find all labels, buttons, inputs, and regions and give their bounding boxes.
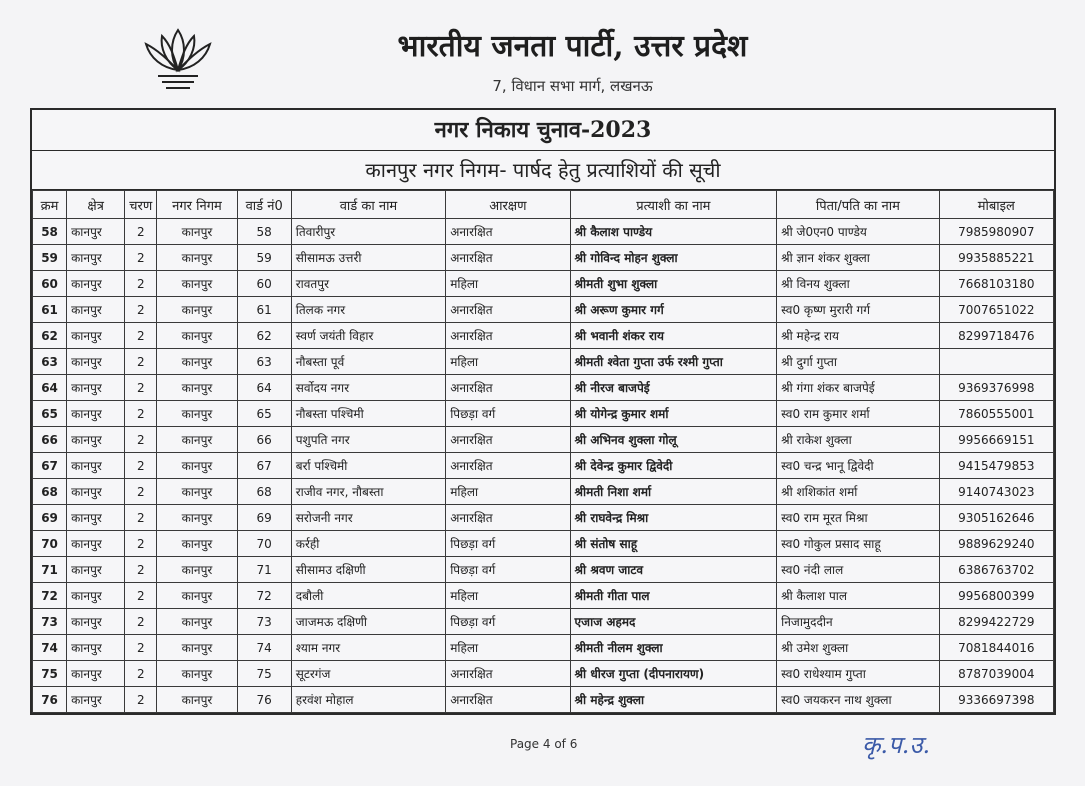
corporation-cell: कानपुर [157, 323, 237, 349]
candidate-table [32, 190, 1054, 713]
ward-number-cell: 58 [237, 219, 291, 245]
table-row [33, 609, 1054, 635]
corporation-cell: कानपुर [157, 687, 237, 713]
area-cell: कानपुर [67, 609, 125, 635]
serial-cell: 64 [33, 375, 67, 401]
table-row [33, 661, 1054, 687]
corporation-cell: कानपुर [157, 453, 237, 479]
candidate-name-cell: श्रीमती नीलम शुक्ला [570, 635, 777, 661]
phase-cell: 2 [125, 687, 157, 713]
candidate-name-cell: श्रीमती श्वेता गुप्ता उर्फ रश्मी गुप्ता [570, 349, 777, 375]
phase-cell: 2 [125, 583, 157, 609]
guardian-name-cell: स्व0 जयकरन नाथ शुक्ला [777, 687, 939, 713]
candidate-name-cell: श्रीमती निशा शर्मा [570, 479, 777, 505]
table-row [33, 505, 1054, 531]
table-row [33, 635, 1054, 661]
candidate-name-cell: श्री राघवेन्द्र मिश्रा [570, 505, 777, 531]
ward-name-cell: कर्रही [291, 531, 445, 557]
serial-cell: 63 [33, 349, 67, 375]
table-row [33, 271, 1054, 297]
ward-number-cell: 74 [237, 635, 291, 661]
candidate-name-cell: श्री धीरज गुप्ता (दीपनारायण) [570, 661, 777, 687]
guardian-name-cell: श्री उमेश शुक्ला [777, 635, 939, 661]
area-cell: कानपुर [67, 323, 125, 349]
phase-cell: 2 [125, 479, 157, 505]
phase-cell: 2 [125, 375, 157, 401]
candidate-name-cell: श्रीमती गीता पाल [570, 583, 777, 609]
reservation-cell: अनारक्षित [446, 453, 570, 479]
reservation-cell: महिला [446, 349, 570, 375]
guardian-name-cell: श्री कैलाश पाल [777, 583, 939, 609]
ward-name-cell: सूटरगंज [291, 661, 445, 687]
mobile-cell: 7007651022 [939, 297, 1053, 323]
guardian-name-cell: स्व0 चन्द्र भानू द्विवेदी [777, 453, 939, 479]
table-row [33, 453, 1054, 479]
ward-number-cell: 75 [237, 661, 291, 687]
guardian-name-cell: स्व0 गोकुल प्रसाद साहू [777, 531, 939, 557]
area-cell: कानपुर [67, 401, 125, 427]
corporation-cell: कानपुर [157, 583, 237, 609]
ward-name-cell: सरोजनी नगर [291, 505, 445, 531]
serial-cell: 75 [33, 661, 67, 687]
ward-number-cell: 69 [237, 505, 291, 531]
reservation-cell: अनारक्षित [446, 219, 570, 245]
area-cell: कानपुर [67, 583, 125, 609]
reservation-cell: अनारक्षित [446, 297, 570, 323]
ward-number-cell: 63 [237, 349, 291, 375]
table-row [33, 219, 1054, 245]
serial-cell: 72 [33, 583, 67, 609]
mobile-cell: 8787039004 [939, 661, 1053, 687]
ward-name-cell: नौबस्ता पूर्व [291, 349, 445, 375]
mobile-cell: 8299422729 [939, 609, 1053, 635]
ward-number-cell: 67 [237, 453, 291, 479]
area-cell: कानपुर [67, 687, 125, 713]
column-header: वार्ड का नाम [291, 191, 445, 219]
phase-cell: 2 [125, 323, 157, 349]
ward-name-cell: तिवारीपुर [291, 219, 445, 245]
mobile-cell [939, 349, 1053, 375]
phase-cell: 2 [125, 635, 157, 661]
phase-cell: 2 [125, 349, 157, 375]
serial-cell: 71 [33, 557, 67, 583]
reservation-cell: महिला [446, 635, 570, 661]
guardian-name-cell: श्री जे0एन0 पाण्डेय [777, 219, 939, 245]
column-header: मोबाइल [939, 191, 1053, 219]
phase-cell: 2 [125, 297, 157, 323]
candidate-name-cell: श्री अभिनव शुक्ला गोलू [570, 427, 777, 453]
guardian-name-cell: श्री राकेश शुक्ला [777, 427, 939, 453]
guardian-name-cell: निजामुददीन [777, 609, 939, 635]
candidate-name-cell: श्री नीरज बाजपेई [570, 375, 777, 401]
ward-name-cell: दबौली [291, 583, 445, 609]
mobile-cell: 7081844016 [939, 635, 1053, 661]
corporation-cell: कानपुर [157, 479, 237, 505]
ward-number-cell: 71 [237, 557, 291, 583]
phase-cell: 2 [125, 661, 157, 687]
guardian-name-cell: स्व0 राधेश्याम गुप्ता [777, 661, 939, 687]
phase-cell: 2 [125, 427, 157, 453]
serial-cell: 70 [33, 531, 67, 557]
ward-name-cell: जाजमऊ दक्षिणी [291, 609, 445, 635]
table-row [33, 557, 1054, 583]
corporation-cell: कानपुर [157, 349, 237, 375]
table-row [33, 297, 1054, 323]
ward-name-cell: हरवंश मोहाल [291, 687, 445, 713]
phase-cell: 2 [125, 505, 157, 531]
serial-cell: 66 [33, 427, 67, 453]
mobile-cell: 9956669151 [939, 427, 1053, 453]
table-row [33, 583, 1054, 609]
column-header: वार्ड नं0 [237, 191, 291, 219]
table-header-row [33, 191, 1054, 219]
column-header: प्रत्याशी का नाम [570, 191, 777, 219]
guardian-name-cell: स्व0 राम कुमार शर्मा [777, 401, 939, 427]
serial-cell: 61 [33, 297, 67, 323]
serial-cell: 68 [33, 479, 67, 505]
candidate-name-cell: श्री गोविन्द मोहन शुक्ला [570, 245, 777, 271]
corporation-cell: कानपुर [157, 661, 237, 687]
serial-cell: 74 [33, 635, 67, 661]
area-cell: कानपुर [67, 349, 125, 375]
reservation-cell: महिला [446, 479, 570, 505]
org-title: भारतीय जनता पार्टी, उत्तर प्रदेश [397, 29, 748, 64]
table-row [33, 687, 1054, 713]
corporation-cell: कानपुर [157, 219, 237, 245]
phase-cell: 2 [125, 453, 157, 479]
area-cell: कानपुर [67, 635, 125, 661]
area-cell: कानपुर [67, 297, 125, 323]
area-cell: कानपुर [67, 453, 125, 479]
guardian-name-cell: श्री महेन्द्र राय [777, 323, 939, 349]
mobile-cell: 7985980907 [939, 219, 1053, 245]
mobile-cell: 7860555001 [939, 401, 1053, 427]
reservation-cell: पिछड़ा वर्ग [446, 531, 570, 557]
guardian-name-cell: श्री विनय शुक्ला [777, 271, 939, 297]
mobile-cell: 9415479853 [939, 453, 1053, 479]
ward-name-cell: सर्वोदय नगर [291, 375, 445, 401]
table-row [33, 427, 1054, 453]
ward-number-cell: 72 [237, 583, 291, 609]
ward-number-cell: 76 [237, 687, 291, 713]
guardian-name-cell: स्व0 राम मूरत मिश्रा [777, 505, 939, 531]
handwritten-note: कृ.प.उ. [862, 731, 931, 759]
area-cell: कानपुर [67, 661, 125, 687]
ward-name-cell: सीसामउ दक्षिणी [291, 557, 445, 583]
mobile-cell: 9956800399 [939, 583, 1053, 609]
ward-name-cell: पशुपति नगर [291, 427, 445, 453]
serial-cell: 62 [33, 323, 67, 349]
serial-cell: 67 [33, 453, 67, 479]
phase-cell: 2 [125, 271, 157, 297]
table-row [33, 349, 1054, 375]
mobile-cell: 7668103180 [939, 271, 1053, 297]
ward-name-cell: राजीव नगर, नौबस्ता [291, 479, 445, 505]
area-cell: कानपुर [67, 427, 125, 453]
table-row [33, 531, 1054, 557]
ward-number-cell: 60 [237, 271, 291, 297]
election-title: नगर निकाय चुनाव-2023 [32, 110, 1054, 151]
candidate-name-cell: एजाज अहमद [570, 609, 777, 635]
guardian-name-cell: स्व0 कृष्ण मुरारी गर्ग [777, 297, 939, 323]
mobile-cell: 9369376998 [939, 375, 1053, 401]
reservation-cell: अनारक्षित [446, 687, 570, 713]
column-header: चरण [125, 191, 157, 219]
table-row [33, 323, 1054, 349]
ward-number-cell: 59 [237, 245, 291, 271]
list-title: कानपुर नगर निगम- पार्षद हेतु प्रत्याशियों की सूची [32, 151, 1054, 190]
serial-cell: 59 [33, 245, 67, 271]
corporation-cell: कानपुर [157, 271, 237, 297]
candidate-name-cell: श्रीमती शुभा शुक्ला [570, 271, 777, 297]
corporation-cell: कानपुर [157, 427, 237, 453]
ward-number-cell: 65 [237, 401, 291, 427]
serial-cell: 65 [33, 401, 67, 427]
ward-name-cell: रावतपुर [291, 271, 445, 297]
serial-cell: 58 [33, 219, 67, 245]
mobile-cell: 9140743023 [939, 479, 1053, 505]
candidate-list-frame [30, 108, 1056, 715]
ward-number-cell: 66 [237, 427, 291, 453]
area-cell: कानपुर [67, 557, 125, 583]
reservation-cell: महिला [446, 583, 570, 609]
corporation-cell: कानपुर [157, 505, 237, 531]
guardian-name-cell: श्री गंगा शंकर बाजपेई [777, 375, 939, 401]
column-header: नगर निगम [157, 191, 237, 219]
mobile-cell: 9305162646 [939, 505, 1053, 531]
corporation-cell: कानपुर [157, 635, 237, 661]
table-row [33, 401, 1054, 427]
area-cell: कानपुर [67, 219, 125, 245]
ward-number-cell: 68 [237, 479, 291, 505]
ward-name-cell: तिलक नगर [291, 297, 445, 323]
serial-cell: 69 [33, 505, 67, 531]
serial-cell: 76 [33, 687, 67, 713]
ward-name-cell: नौबस्ता पश्चिमी [291, 401, 445, 427]
reservation-cell: अनारक्षित [446, 661, 570, 687]
candidate-name-cell: श्री कैलाश पाण्डेय [570, 219, 777, 245]
area-cell: कानपुर [67, 531, 125, 557]
candidate-name-cell: श्री योगेन्द्र कुमार शर्मा [570, 401, 777, 427]
ward-number-cell: 64 [237, 375, 291, 401]
corporation-cell: कानपुर [157, 297, 237, 323]
serial-cell: 60 [33, 271, 67, 297]
org-address: 7, विधान सभा मार्ग, लखनऊ [492, 77, 653, 95]
reservation-cell: महिला [446, 271, 570, 297]
corporation-cell: कानपुर [157, 375, 237, 401]
ward-name-cell: सीसामऊ उत्तरी [291, 245, 445, 271]
mobile-cell: 9336697398 [939, 687, 1053, 713]
guardian-name-cell: श्री ज्ञान शंकर शुक्ला [777, 245, 939, 271]
area-cell: कानपुर [67, 245, 125, 271]
column-header: आरक्षण [446, 191, 570, 219]
phase-cell: 2 [125, 531, 157, 557]
mobile-cell: 9889629240 [939, 531, 1053, 557]
reservation-cell: अनारक्षित [446, 323, 570, 349]
candidate-name-cell: श्री श्रवण जाटव [570, 557, 777, 583]
reservation-cell: अनारक्षित [446, 505, 570, 531]
area-cell: कानपुर [67, 505, 125, 531]
candidate-name-cell: श्री अरूण कुमार गर्ग [570, 297, 777, 323]
column-header: पिता/पति का नाम [777, 191, 939, 219]
ward-number-cell: 73 [237, 609, 291, 635]
candidate-name-cell: श्री देवेन्द्र कुमार द्विवेदी [570, 453, 777, 479]
area-cell: कानपुर [67, 375, 125, 401]
ward-number-cell: 70 [237, 531, 291, 557]
reservation-cell: पिछड़ा वर्ग [446, 557, 570, 583]
serial-cell: 73 [33, 609, 67, 635]
table-row [33, 375, 1054, 401]
corporation-cell: कानपुर [157, 609, 237, 635]
phase-cell: 2 [125, 609, 157, 635]
phase-cell: 2 [125, 219, 157, 245]
corporation-cell: कानपुर [157, 245, 237, 271]
candidate-name-cell: श्री संतोष साहू [570, 531, 777, 557]
mobile-cell: 6386763702 [939, 557, 1053, 583]
reservation-cell: पिछड़ा वर्ग [446, 609, 570, 635]
corporation-cell: कानपुर [157, 557, 237, 583]
ward-name-cell: बर्रा पश्चिमी [291, 453, 445, 479]
corporation-cell: कानपुर [157, 401, 237, 427]
reservation-cell: अनारक्षित [446, 427, 570, 453]
column-header: क्रम [33, 191, 67, 219]
reservation-cell: अनारक्षित [446, 375, 570, 401]
phase-cell: 2 [125, 557, 157, 583]
mobile-cell: 8299718476 [939, 323, 1053, 349]
ward-name-cell: स्वर्ण जयंती विहार [291, 323, 445, 349]
guardian-name-cell: स्व0 नंदी लाल [777, 557, 939, 583]
phase-cell: 2 [125, 245, 157, 271]
phase-cell: 2 [125, 401, 157, 427]
page-number: Page 4 of 6 [510, 737, 578, 751]
candidate-name-cell: श्री भवानी शंकर राय [570, 323, 777, 349]
ward-number-cell: 62 [237, 323, 291, 349]
table-row [33, 245, 1054, 271]
area-cell: कानपुर [67, 479, 125, 505]
candidate-name-cell: श्री महेन्द्र शुक्ला [570, 687, 777, 713]
mobile-cell: 9935885221 [939, 245, 1053, 271]
reservation-cell: पिछड़ा वर्ग [446, 401, 570, 427]
guardian-name-cell: श्री शशिकांत शर्मा [777, 479, 939, 505]
guardian-name-cell: श्री दुर्गा गुप्ता [777, 349, 939, 375]
column-header: क्षेत्र [67, 191, 125, 219]
ward-name-cell: श्याम नगर [291, 635, 445, 661]
reservation-cell: अनारक्षित [446, 245, 570, 271]
ward-number-cell: 61 [237, 297, 291, 323]
corporation-cell: कानपुर [157, 531, 237, 557]
table-row [33, 479, 1054, 505]
area-cell: कानपुर [67, 271, 125, 297]
